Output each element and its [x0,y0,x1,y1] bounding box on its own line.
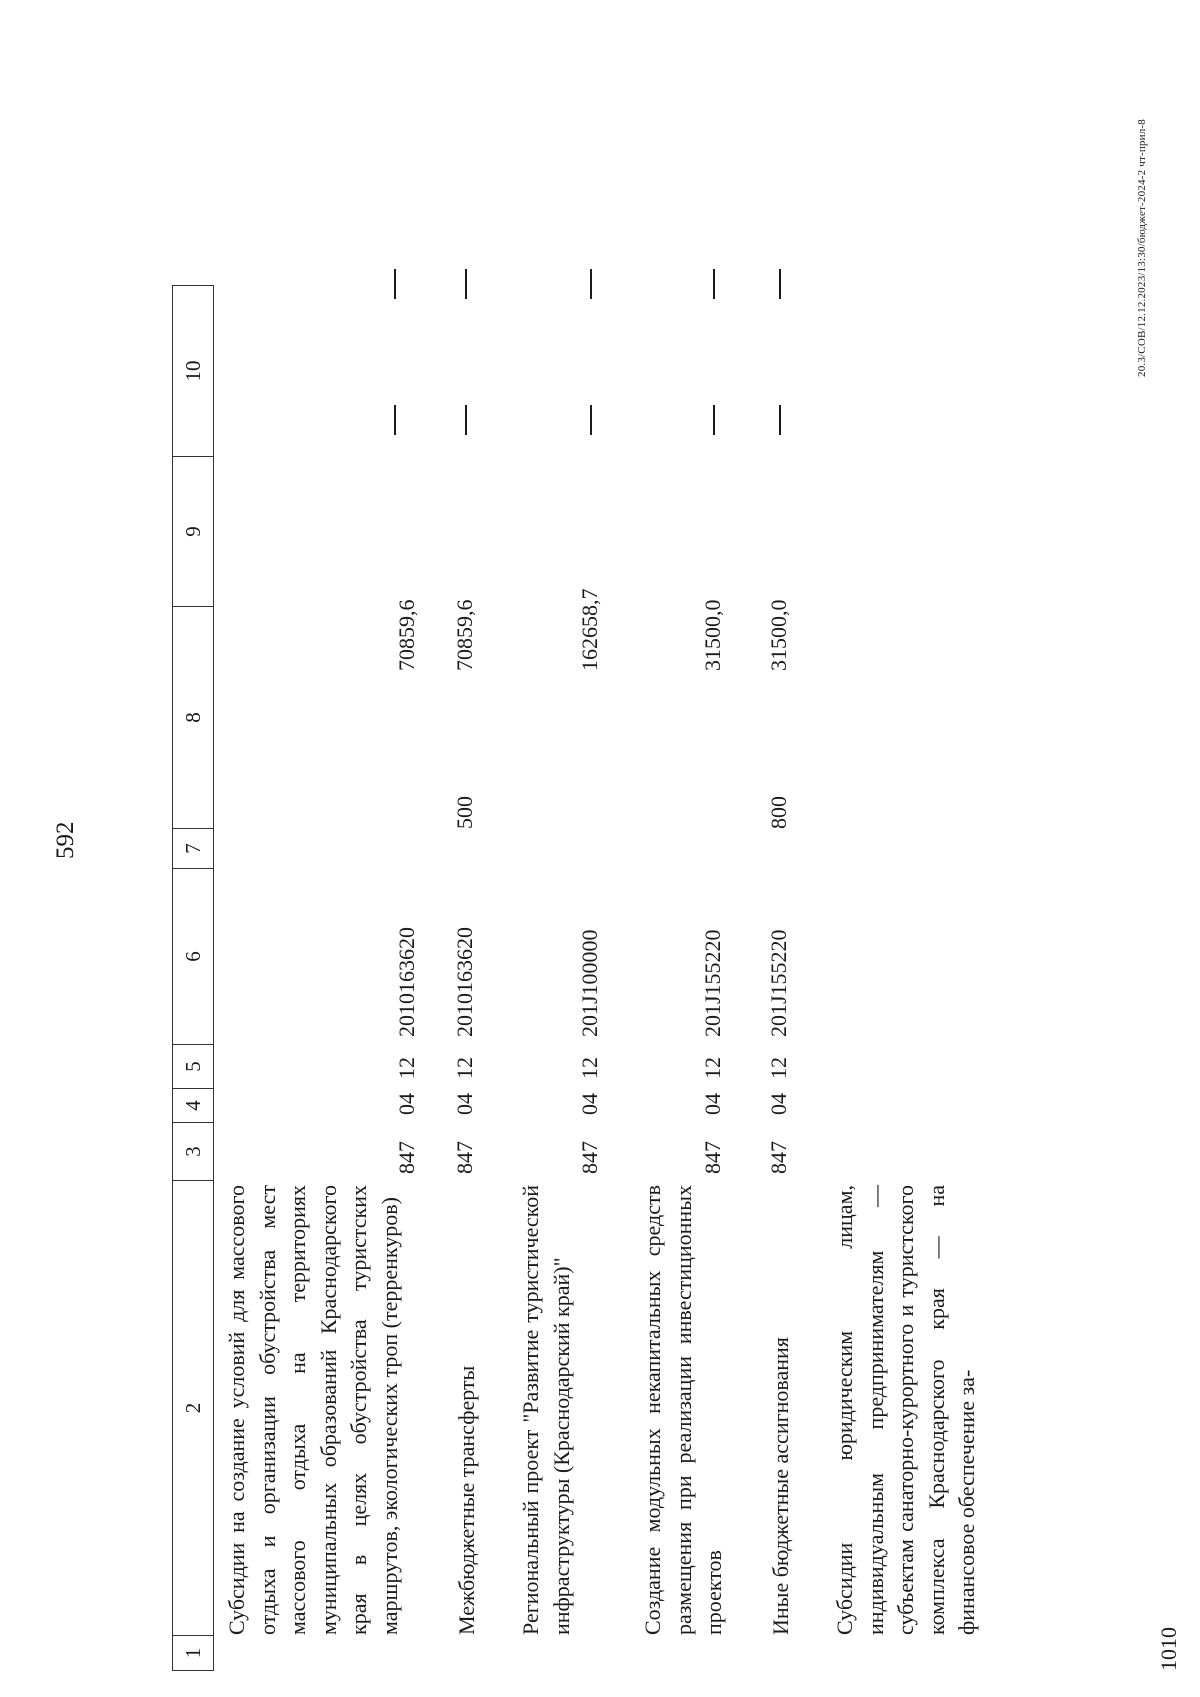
cell-col5: 12 [452,1057,477,1079]
table-header-row [172,285,214,1671]
cell-col8: 31500,0 [700,599,725,671]
row-description: Межбюджетные трансферты [454,1365,479,1635]
cell-col8: 70859,6 [394,599,419,671]
cell-col5: 12 [577,1057,602,1079]
dash-col9 [779,405,781,435]
page-number: 592 [52,821,79,859]
dash-col10 [779,269,781,299]
cell-col8: 162658,7 [577,588,602,671]
cell-col4: 04 [700,1093,725,1115]
cell-col8: 31500,0 [766,599,791,671]
header-col-2: 2 [173,1180,213,1635]
cell-col3: 847 [452,1141,477,1174]
header-col-5: 5 [173,1044,213,1088]
dash-col9 [394,405,396,435]
header-col-1: 1 [173,1635,213,1670]
dash-col10 [465,269,467,299]
row-description: Иные бюджетные ассигнования [768,1337,793,1635]
cell-col4: 04 [394,1093,419,1115]
cell-col5: 12 [766,1057,791,1079]
dash-col9 [590,405,592,435]
cell-col3: 847 [766,1141,791,1174]
header-col-6: 6 [173,868,213,1044]
cell-col7: 800 [766,796,791,829]
header-col-7: 7 [173,828,213,868]
cell-col7: 500 [452,796,477,829]
cell-col6: 2010163620 [394,927,419,1037]
row-description: Создание модульных некапитальных средств размещения при реализации инвестиционных проектов [640,1185,726,1635]
dash-col9 [713,405,715,435]
cell-col3: 847 [577,1141,602,1174]
cell-col4: 04 [452,1093,477,1115]
dash-col10 [590,269,592,299]
header-col-4: 4 [173,1088,213,1122]
cell-col4: 04 [577,1093,602,1115]
dash-col9 [465,405,467,435]
dash-col10 [394,269,396,299]
cell-col5: 12 [394,1057,419,1079]
sheet-number: 1010 [1156,1627,1181,1671]
cell-col6: 201J100000 [577,929,602,1037]
header-col-8: 8 [173,606,213,828]
cell-col8: 70859,6 [452,599,477,671]
cell-col3: 847 [700,1141,725,1174]
header-col-9: 9 [173,456,213,606]
footer-code: 20.3/СОВ/12.12.2023/13:30/бюджет-2024-2 чт-прил-8 [1136,119,1148,377]
header-col-3: 3 [173,1122,213,1180]
cell-col4: 04 [766,1093,791,1115]
dash-col10 [713,269,715,299]
row-description: Субсидии на создание условий для массового отдыха и организации обустройства мест массового отдыха на территориях муниципальных образований Краснодарского края в целях обустройства туристских маршрутов, экологических троп (терренкуров) [224,1185,402,1635]
header-col-10: 10 [180,360,205,382]
row-description: Субсидии юридическим лицам, индивидуальным предпринимателям — субъектам санаторно-курортного и туристского комплекса Краснодарского края — на финансовое обеспечение за- [832,1185,979,1635]
cell-col5: 12 [700,1057,725,1079]
cell-col6: 201J155220 [766,929,791,1037]
cell-col6: 2010163620 [452,927,477,1037]
cell-col3: 847 [394,1141,419,1174]
row-description: Региональный проект "Развитие туристической инфраструктуры (Краснодарский край)" [518,1185,574,1635]
cell-col6: 201J155220 [700,929,725,1037]
